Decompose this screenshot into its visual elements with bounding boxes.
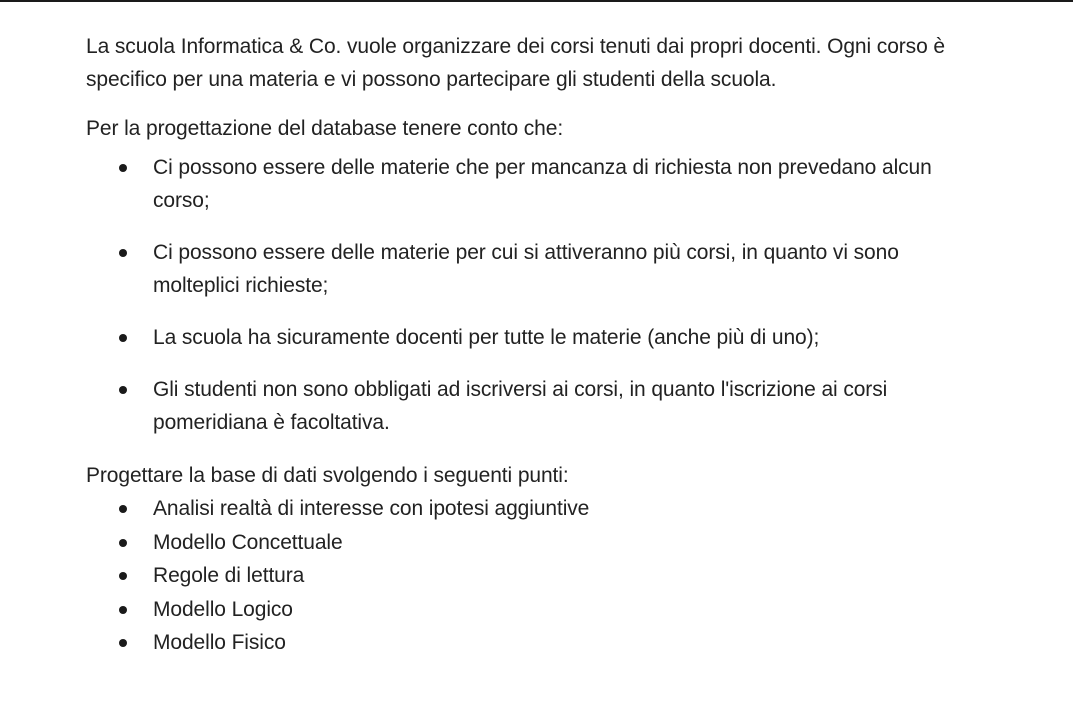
condition-item [86, 321, 983, 354]
condition-text: Gli studenti non sono obbligati ad iscriversi ai corsi, in quanto l'iscrizione ai corsi pomeridiana è facoltativa. [153, 378, 888, 434]
bullet-icon [119, 505, 127, 513]
task-text: Modello Logico [153, 597, 293, 621]
condition-item [86, 236, 983, 302]
bullet-icon [119, 164, 127, 172]
intro-paragraph: La scuola Informatica & Co. vuole organizzare dei corsi tenuti dai propri docenti. Ogni corso è specifico per una materia e vi possono partecipare gli studenti della scuola. [86, 35, 945, 91]
bullet-icon [119, 249, 127, 257]
task-item [86, 593, 1036, 627]
task-text: Regole di lettura [153, 564, 305, 587]
condition-text: Ci possono essere delle materie per cui si attiveranno più corsi, in quanto vi sono molteplici richieste; [153, 241, 899, 297]
bullet-icon [119, 334, 127, 342]
condition-text: La scuola ha sicuramente docenti per tutte le materie (anche più di uno); [153, 326, 820, 349]
document-body [86, 30, 1036, 660]
task-text: Modello Concettuale [153, 530, 343, 554]
condition-item [86, 373, 983, 439]
top-divider [0, 0, 1073, 2]
task-item [86, 492, 1036, 526]
condition-text: Ci possono essere delle materie che per mancanza di richiesta non prevedano alcun corso; [153, 156, 932, 212]
task-text: Analisi realtà di interesse con ipotesi aggiuntive [153, 497, 590, 520]
bullet-icon [119, 572, 127, 580]
bullet-icon [119, 639, 127, 647]
tasks-lead-paragraph: Progettare la base di dati svolgendo i seguenti punti: [86, 464, 569, 487]
tasks-list [86, 492, 1036, 660]
bullet-icon [119, 386, 127, 394]
bullet-icon [119, 606, 127, 614]
task-item [86, 526, 1036, 560]
conditions-list [86, 151, 1036, 439]
task-text: Modello Fisico [153, 631, 286, 654]
bullet-icon [119, 539, 127, 547]
task-item [86, 559, 1036, 593]
task-item [86, 626, 1036, 660]
condition-item [86, 151, 983, 217]
design-lead-paragraph: Per la progettazione del database tenere conto che: [86, 117, 564, 140]
